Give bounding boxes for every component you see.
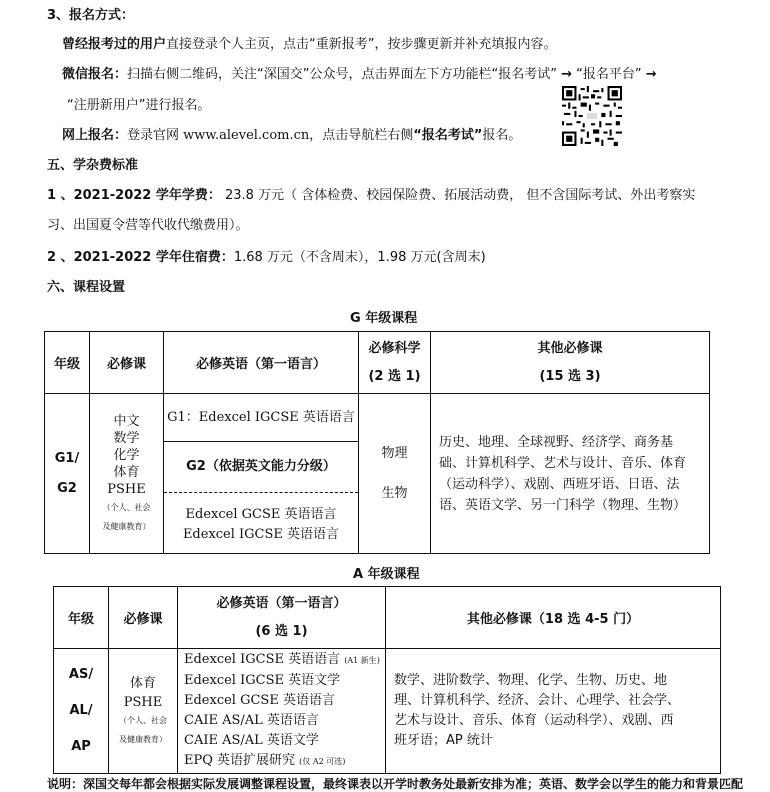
wechat-signup-line: 微信报名：扫描右侧二维码，关注“深国交”公众号，点击界面左下方功能栏“报名考试” → “报名平台” → [62,67,657,82]
header-science: 必修科学 (2 选 1) [359,332,431,394]
header-english: 必修英语（第一语言） [164,332,359,394]
online-signup-line: 网上报名：登录官网 www.alevel.com.cn，点击导航栏右侧“报名考试”报名。 [62,128,522,143]
a-required-cell: 体育 PSHE （个人、社会 及健康教育） [109,649,178,774]
section-3-title: 3、报名方式： [47,8,135,23]
a-table-title: A 年级课程 [353,567,420,582]
a-course-table [53,586,721,774]
header-required: 必修课 [109,587,178,649]
a-other-cell: 数学、进阶数学、物理、化学、生物、历史、地 理、计算机科学、经济、会计、心理学、社会学、 艺术与设计、音乐、体育（运动科学）、戏剧、西 班牙语；AP 统计 [386,649,721,774]
g-other-cell: 历史、地理、全球视野、经济学、商务基 础、计算机科学、艺术与设计、音乐、体育 （运动科学）、戏剧、西班牙语、日语、法 语、英语文学、另一门科学（物理、生物） [431,394,710,554]
section-5-title: 五、学杂费标准 [47,158,139,173]
g-grade-cell: G1/ G2 [45,394,90,554]
g-required-cell: 中文 数学 化学 体育 PSHE （个人、社会 及健康教育） [90,394,164,554]
section-6-title: 六、课程设置 [47,280,126,295]
returning-user-line: 曾经报考过的用户直接登录个人主页，点击“重新报考”，按步骤更新并补充填报内容。 [62,37,557,52]
tuition-fee-line2: 习、出国夏令营等代收代缴费用）。 [47,218,249,233]
header-other: 其他必修课（18 选 4-5 门） [386,587,721,649]
a-grade-cell: AS/ AL/ AP [54,649,109,774]
a-english-cell: Edexcel IGCSE 英语语言 (A1 新生) Edexcel IGCSE 英语文学 Edexcel GCSE 英语语言 CAIE AS/AL 英语语言 CAIE AS/AL 英语文学 EPQ 英语扩展研究 (仅 A2 可选) [178,649,386,774]
g-english-cell: G1：Edexcel IGCSE 英语语言 G2（依据英文能力分级） Edexcel GCSE 英语语言 Edexcel IGCSE 英语语言 [164,394,359,554]
footer-note: 说明：深国交每年都会根据实际发展调整课程设置，最终课表以开学时教务处最新安排为准；英语、数学会以学生的能力和背景匹配 [47,777,744,791]
qr-code-icon[interactable] [562,86,622,146]
tuition-fee-line: 1 、2021-2022 学年学费： 23.8 万元（ 含体检费、校园保险费、拓展活动费， 但不含国际考试、外出考察实 [47,188,696,203]
header-grade: 年级 [45,332,90,394]
arrow-icon: → [561,67,573,82]
arrow-icon: → [645,67,657,82]
boarding-fee-line: 2 、2021-2022 学年住宿费：1.68 万元（不含周末），1.98 万元(含周末) [47,250,486,265]
header-grade: 年级 [54,587,109,649]
g-table-title: G 年级课程 [350,311,418,326]
wechat-signup-line2: “注册新用户”进行报名。 [67,98,211,113]
header-english: 必修英语（第一语言） (6 选 1) [178,587,386,649]
header-other: 其他必修课 (15 选 3) [431,332,710,394]
g-course-table [44,331,710,554]
g-science-cell: 物理 生物 [359,394,431,554]
header-required: 必修课 [90,332,164,394]
